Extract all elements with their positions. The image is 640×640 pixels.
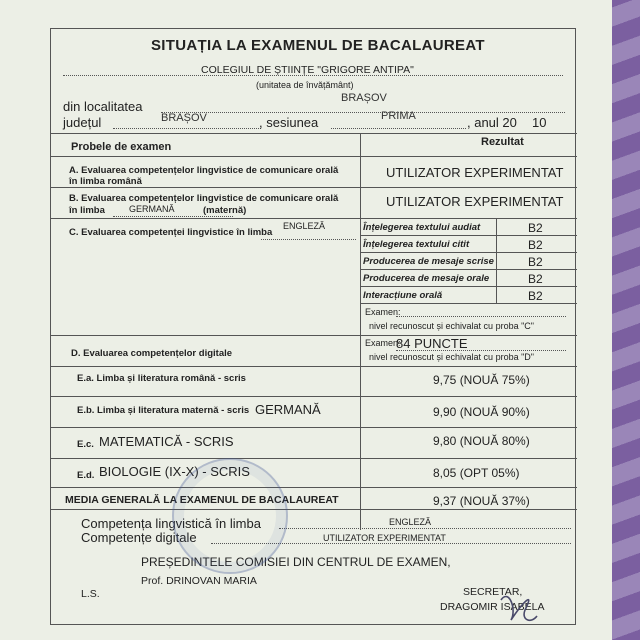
secretary-signature xyxy=(495,580,543,630)
skill-label: Producerea de mesaje orale xyxy=(363,273,490,284)
county-label: județul xyxy=(63,115,102,130)
president-title: PREȘEDINTELE COMISIEI DIN CENTRUL DE EXAMEN, xyxy=(141,555,451,569)
col-result-header: Rezultat xyxy=(481,136,524,148)
skill-level: B2 xyxy=(528,289,543,303)
row-b-language: GERMANĂ xyxy=(129,204,175,214)
row-c-label: C. Evaluarea competenței lingvistice în limba xyxy=(69,227,273,238)
row-ec-prefix: E.c. xyxy=(77,439,94,450)
document-title: SITUAȚIA LA EXAMENUL DE BACALAUREAT xyxy=(151,37,485,54)
media-result: 9,37 (NOUĂ 37%) xyxy=(433,494,530,508)
skill-level: B2 xyxy=(528,238,543,252)
school-name: COLEGIUL DE ȘTIINȚE "GRIGORE ANTIPA" xyxy=(201,64,414,76)
row-b-label-2a: în limba xyxy=(69,205,105,216)
skill-level: B2 xyxy=(528,255,543,269)
skill-label: Înțelegerea textului citit xyxy=(363,239,470,250)
skill-label: Înțelegerea textului audiat xyxy=(363,222,481,233)
row-ec-subject: MATEMATICĂ - SCRIS xyxy=(99,434,234,449)
year-suffix: 10 xyxy=(532,115,547,130)
row-ea-label: E.a. Limba și literatura română - scris xyxy=(77,373,246,384)
lang-comp-label: Competența lingvistică în limba xyxy=(81,516,261,531)
row-a-label-1: A. Evaluarea competențelor lingvistice de comunicare orală xyxy=(69,165,339,176)
row-ea-result: 9,75 (NOUĂ 75%) xyxy=(433,373,530,387)
skill-level: B2 xyxy=(528,221,543,235)
media-label: MEDIA GENERALĂ LA EXAMENUL DE BACALAUREAT xyxy=(65,494,339,506)
row-d-label: D. Evaluarea competențelor digitale xyxy=(71,348,233,359)
skill-level: B2 xyxy=(528,272,543,286)
ls-mark: L.S. xyxy=(81,588,100,600)
locality-label: din localitatea xyxy=(63,99,143,114)
row-b-label-1: B. Evaluarea competențelor lingvistice de comunicare orală xyxy=(69,193,339,204)
county-value: BRAȘOV xyxy=(161,112,207,124)
county-line xyxy=(113,128,261,129)
row-eb-result: 9,90 (NOUĂ 90%) xyxy=(433,405,530,419)
row-ec-result: 9,80 (NOUĂ 80%) xyxy=(433,434,530,448)
secretary-name: DRAGOMIR ISABELA xyxy=(440,601,545,613)
session-line xyxy=(331,128,466,129)
digital-comp-value: UTILIZATOR EXPERIMENTAT xyxy=(323,533,446,543)
exam-d-caption: nivel recunoscut și echivalat cu proba "D" xyxy=(369,352,534,362)
exam-c-label: Examen: xyxy=(365,307,401,317)
lang-comp-value: ENGLEZĂ xyxy=(389,517,432,527)
secretary-title: SECRETAR, xyxy=(463,586,523,598)
session-value: PRIMA xyxy=(381,110,416,122)
session-label: , sesiunea xyxy=(259,115,319,130)
row-eb-label: E.b. Limba și literatura maternă - scris xyxy=(77,405,250,416)
locality-line xyxy=(161,112,565,113)
skill-label: Producerea de mesaje scrise xyxy=(363,256,494,267)
row-ed-prefix: E.d. xyxy=(77,470,95,481)
president-name: Prof. DRINOVAN MARIA xyxy=(141,575,257,587)
bacalaureat-sheet xyxy=(50,28,576,625)
row-a-result: UTILIZATOR EXPERIMENTAT xyxy=(386,165,564,180)
row-b-label-2b: (maternă) xyxy=(203,205,247,216)
exam-d-label: Examen: xyxy=(365,338,401,348)
row-a-label-2: în limba română xyxy=(69,176,142,187)
row-eb-language: GERMANĂ xyxy=(255,402,321,417)
skill-label: Interacțiune orală xyxy=(363,290,443,301)
school-caption: (unitatea de învățământ) xyxy=(256,80,354,90)
row-ed-subject: BIOLOGIE (IX-X) - SCRIS xyxy=(99,464,250,479)
exam-d-value: 84 PUNCTE xyxy=(396,336,468,351)
digital-comp-label: Competențe digitale xyxy=(81,530,197,545)
col-exam-header: Probele de examen xyxy=(71,141,172,153)
year-label: , anul 20 xyxy=(467,115,517,130)
locality-value: BRAȘOV xyxy=(341,92,387,104)
row-c-language: ENGLEZĂ xyxy=(283,221,326,231)
exam-c-caption: nivel recunoscut și echivalat cu proba "C" xyxy=(369,321,534,331)
official-seal xyxy=(172,458,288,574)
row-ed-result: 8,05 (OPT 05%) xyxy=(433,466,520,480)
row-b-result: UTILIZATOR EXPERIMENTAT xyxy=(386,194,564,209)
